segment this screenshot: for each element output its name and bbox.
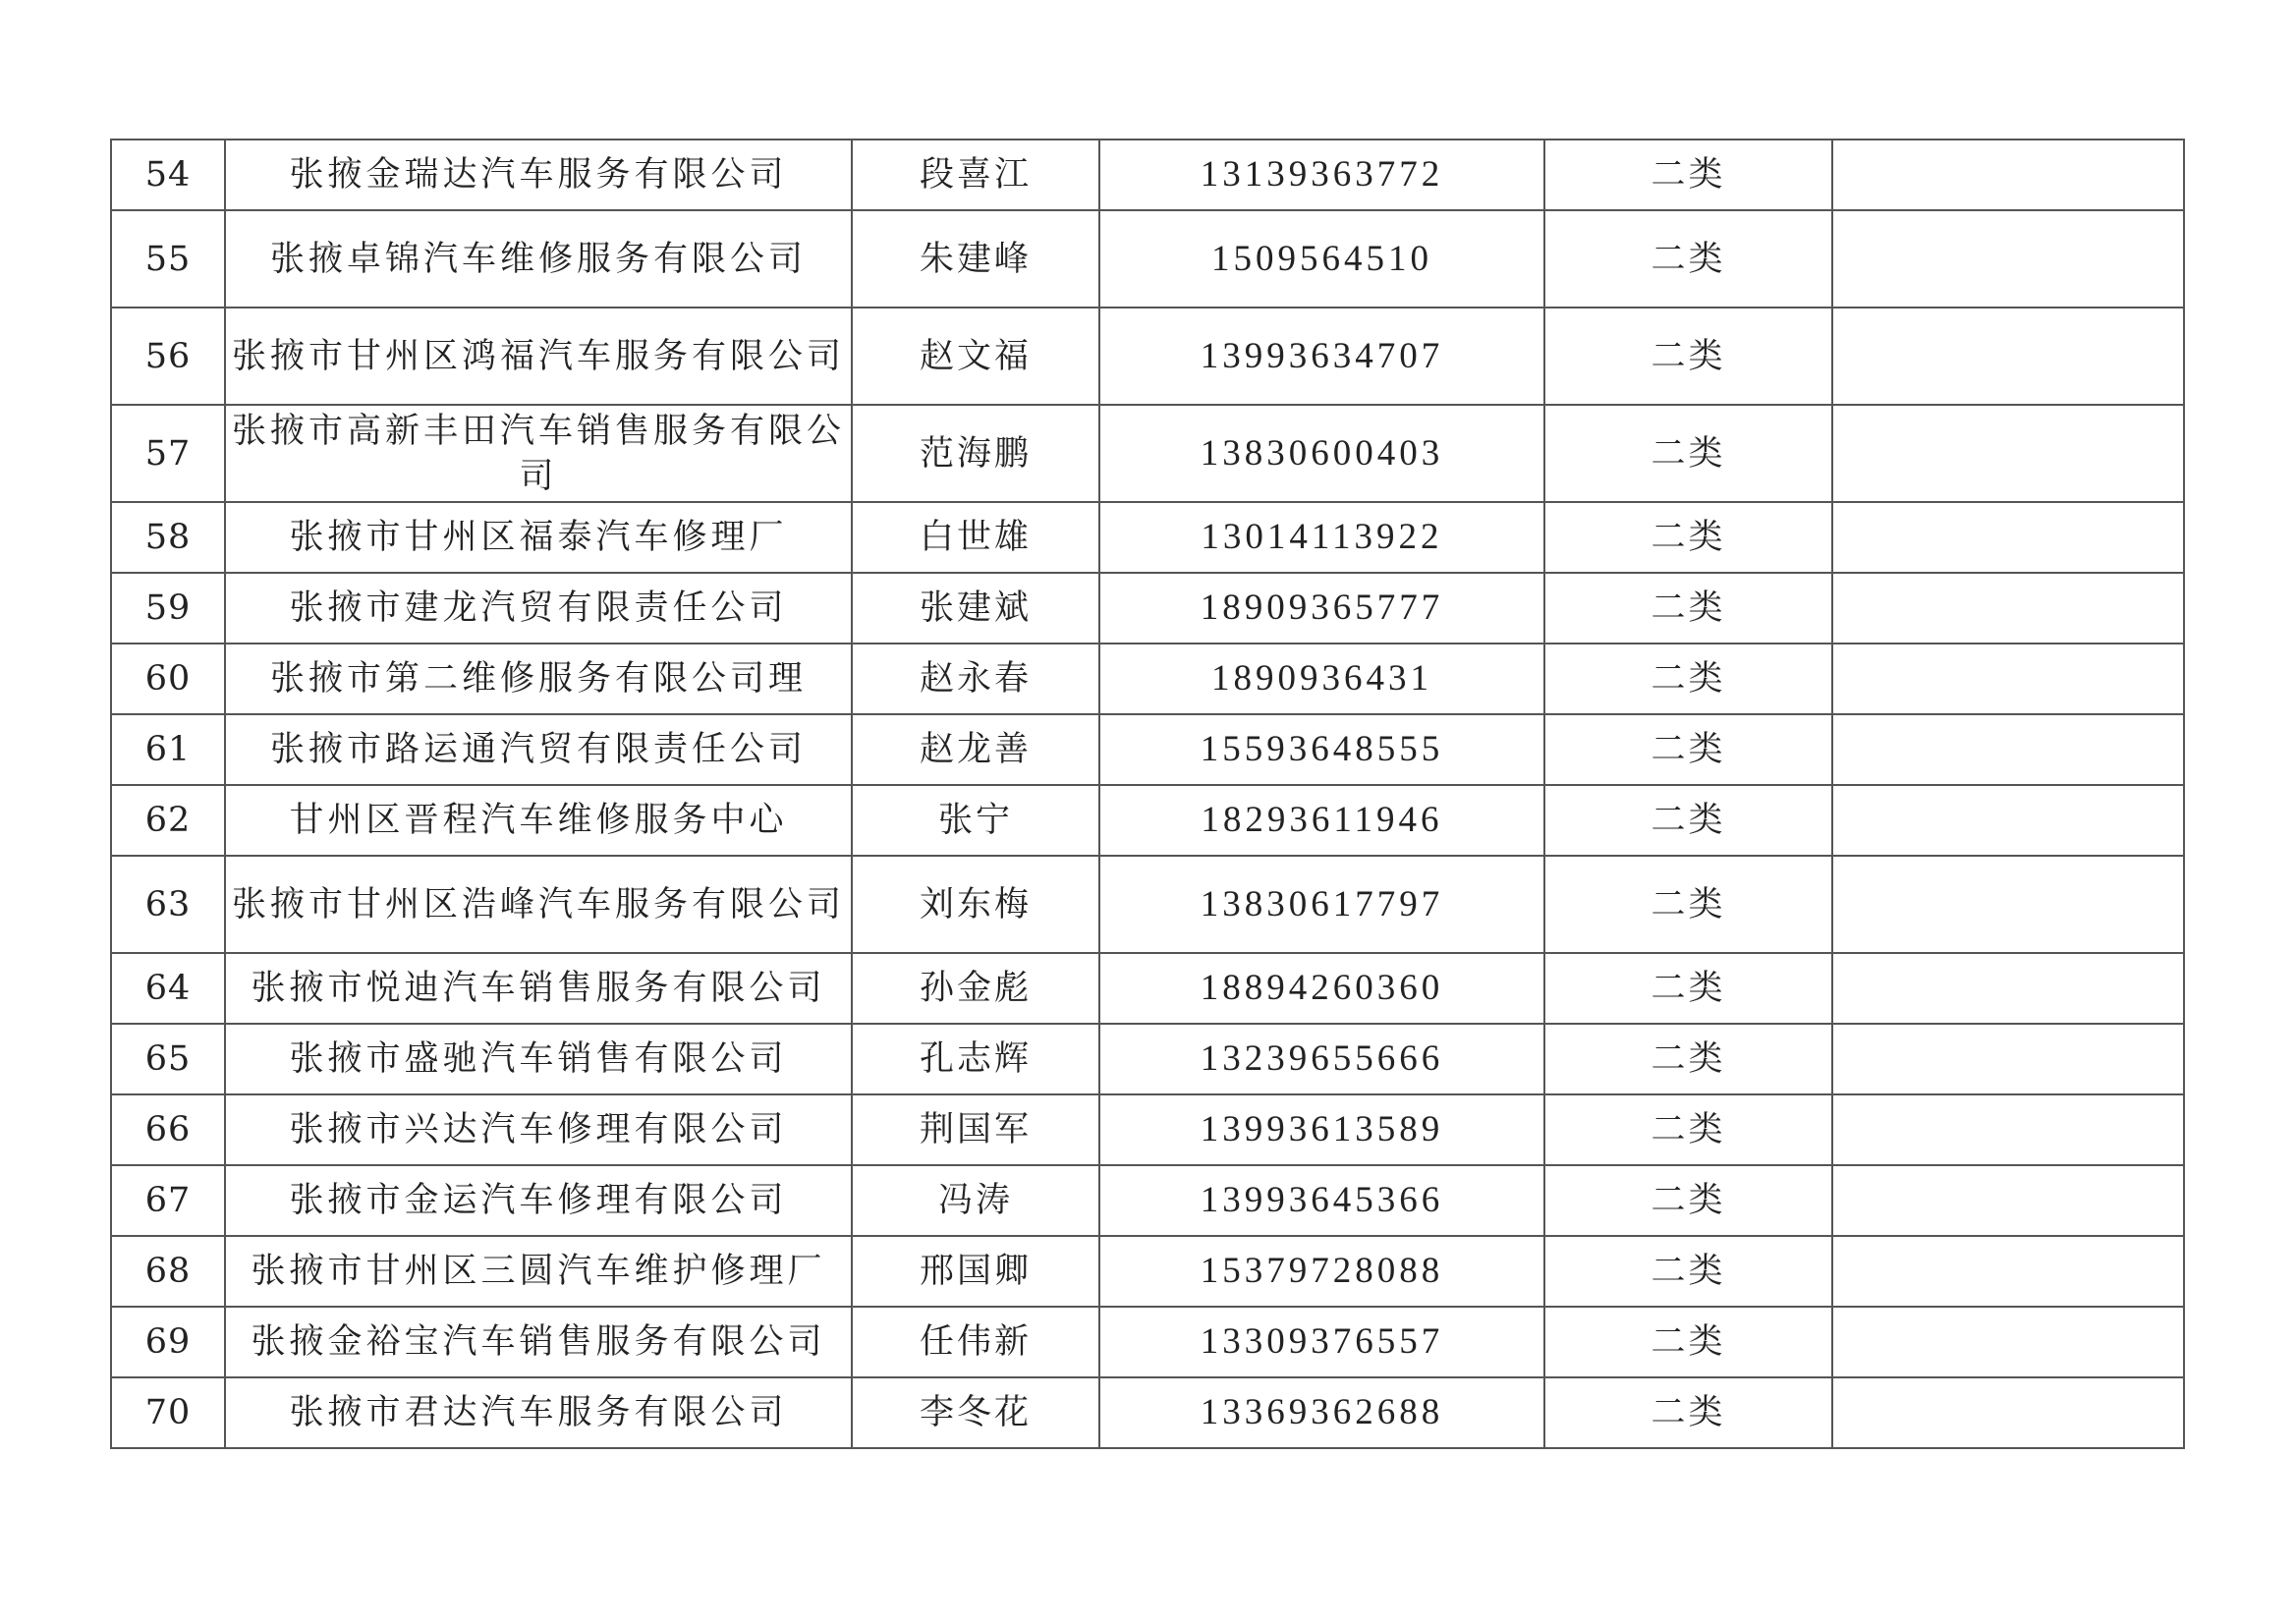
table-row (111, 1236, 2184, 1307)
cell-number: 64 (111, 953, 225, 1024)
cell-contact: 李冬花 (852, 1377, 1099, 1448)
cell-company: 张掖市盛驰汽车销售有限公司 (225, 1024, 852, 1094)
cell-number: 55 (111, 210, 225, 308)
cell-category: 二类 (1544, 1236, 1832, 1307)
cell-contact: 赵文福 (852, 308, 1099, 405)
cell-phone: 13239655666 (1099, 1024, 1544, 1094)
table-row (111, 1165, 2184, 1236)
cell-category: 二类 (1544, 1094, 1832, 1165)
table-row (111, 210, 2184, 308)
cell-number: 68 (111, 1236, 225, 1307)
table-row (111, 953, 2184, 1024)
cell-remarks (1832, 308, 2184, 405)
cell-contact: 冯涛 (852, 1165, 1099, 1236)
cell-contact: 刘东梅 (852, 856, 1099, 953)
cell-category: 二类 (1544, 405, 1832, 502)
cell-category: 二类 (1544, 1307, 1832, 1377)
cell-remarks (1832, 405, 2184, 502)
cell-number: 70 (111, 1377, 225, 1448)
table-row (111, 714, 2184, 785)
cell-remarks (1832, 856, 2184, 953)
table-row (111, 856, 2184, 953)
cell-category: 二类 (1544, 140, 1832, 210)
cell-number: 59 (111, 573, 225, 644)
cell-remarks (1832, 1307, 2184, 1377)
cell-remarks (1832, 573, 2184, 644)
cell-company: 张掖市悦迪汽车销售服务有限公司 (225, 953, 852, 1024)
cell-phone: 18894260360 (1099, 953, 1544, 1024)
cell-company: 张掖市第二维修服务有限公司理 (225, 644, 852, 714)
cell-contact: 范海鹏 (852, 405, 1099, 502)
cell-phone: 13309376557 (1099, 1307, 1544, 1377)
table-row (111, 785, 2184, 856)
cell-category: 二类 (1544, 785, 1832, 856)
cell-number: 56 (111, 308, 225, 405)
cell-company: 张掖市甘州区鸿福汽车服务有限公司 (225, 308, 852, 405)
table-row (111, 140, 2184, 210)
table-body (111, 140, 2184, 1448)
cell-contact: 朱建峰 (852, 210, 1099, 308)
cell-company: 张掖市甘州区浩峰汽车服务有限公司 (225, 856, 852, 953)
table-row (111, 405, 2184, 502)
cell-contact: 张建斌 (852, 573, 1099, 644)
cell-number: 65 (111, 1024, 225, 1094)
cell-category: 二类 (1544, 210, 1832, 308)
enterprise-table (110, 139, 2185, 1449)
cell-number: 61 (111, 714, 225, 785)
table-row (111, 573, 2184, 644)
cell-contact: 段喜江 (852, 140, 1099, 210)
cell-contact: 任伟新 (852, 1307, 1099, 1377)
cell-category: 二类 (1544, 714, 1832, 785)
cell-remarks (1832, 502, 2184, 573)
table-row (111, 308, 2184, 405)
cell-phone: 1890936431 (1099, 644, 1544, 714)
cell-category: 二类 (1544, 1377, 1832, 1448)
cell-category: 二类 (1544, 644, 1832, 714)
cell-phone: 18909365777 (1099, 573, 1544, 644)
cell-phone: 13369362688 (1099, 1377, 1544, 1448)
cell-remarks (1832, 1165, 2184, 1236)
cell-phone: 13993634707 (1099, 308, 1544, 405)
cell-number: 54 (111, 140, 225, 210)
cell-category: 二类 (1544, 856, 1832, 953)
cell-contact: 张宁 (852, 785, 1099, 856)
cell-number: 57 (111, 405, 225, 502)
cell-category: 二类 (1544, 1165, 1832, 1236)
cell-company: 张掖市甘州区福泰汽车修理厂 (225, 502, 852, 573)
cell-remarks (1832, 785, 2184, 856)
cell-phone: 13993645366 (1099, 1165, 1544, 1236)
cell-number: 62 (111, 785, 225, 856)
cell-category: 二类 (1544, 573, 1832, 644)
cell-contact: 孔志辉 (852, 1024, 1099, 1094)
table-row (111, 644, 2184, 714)
cell-contact: 赵龙善 (852, 714, 1099, 785)
cell-phone: 13993613589 (1099, 1094, 1544, 1165)
cell-category: 二类 (1544, 1024, 1832, 1094)
cell-remarks (1832, 953, 2184, 1024)
cell-phone: 15379728088 (1099, 1236, 1544, 1307)
cell-company: 张掖市建龙汽贸有限责任公司 (225, 573, 852, 644)
cell-company: 张掖市金运汽车修理有限公司 (225, 1165, 852, 1236)
cell-company: 张掖市甘州区三圆汽车维护修理厂 (225, 1236, 852, 1307)
cell-company: 张掖市路运通汽贸有限责任公司 (225, 714, 852, 785)
cell-phone: 13830600403 (1099, 405, 1544, 502)
cell-contact: 孙金彪 (852, 953, 1099, 1024)
cell-company: 甘州区晋程汽车维修服务中心 (225, 785, 852, 856)
cell-remarks (1832, 714, 2184, 785)
cell-remarks (1832, 210, 2184, 308)
cell-contact: 邢国卿 (852, 1236, 1099, 1307)
cell-phone: 18293611946 (1099, 785, 1544, 856)
cell-number: 60 (111, 644, 225, 714)
cell-category: 二类 (1544, 308, 1832, 405)
cell-phone: 1509564510 (1099, 210, 1544, 308)
cell-number: 69 (111, 1307, 225, 1377)
cell-phone: 13830617797 (1099, 856, 1544, 953)
cell-phone: 13014113922 (1099, 502, 1544, 573)
cell-remarks (1832, 140, 2184, 210)
table-row (111, 502, 2184, 573)
cell-company: 张掖市兴达汽车修理有限公司 (225, 1094, 852, 1165)
cell-category: 二类 (1544, 502, 1832, 573)
cell-category: 二类 (1544, 953, 1832, 1024)
table-row (111, 1307, 2184, 1377)
cell-phone: 15593648555 (1099, 714, 1544, 785)
cell-remarks (1832, 1377, 2184, 1448)
table-row (111, 1377, 2184, 1448)
cell-company: 张掖金裕宝汽车销售服务有限公司 (225, 1307, 852, 1377)
cell-company: 张掖市高新丰田汽车销售服务有限公司 (225, 405, 852, 502)
cell-contact: 赵永春 (852, 644, 1099, 714)
table-row (111, 1024, 2184, 1094)
cell-company: 张掖市君达汽车服务有限公司 (225, 1377, 852, 1448)
cell-remarks (1832, 644, 2184, 714)
cell-number: 67 (111, 1165, 225, 1236)
cell-company: 张掖卓锦汽车维修服务有限公司 (225, 210, 852, 308)
cell-company: 张掖金瑞达汽车服务有限公司 (225, 140, 852, 210)
cell-number: 66 (111, 1094, 225, 1165)
cell-remarks (1832, 1236, 2184, 1307)
cell-number: 58 (111, 502, 225, 573)
cell-number: 63 (111, 856, 225, 953)
cell-contact: 白世雄 (852, 502, 1099, 573)
table-row (111, 1094, 2184, 1165)
cell-phone: 13139363772 (1099, 140, 1544, 210)
cell-contact: 荆国军 (852, 1094, 1099, 1165)
cell-remarks (1832, 1094, 2184, 1165)
cell-remarks (1832, 1024, 2184, 1094)
